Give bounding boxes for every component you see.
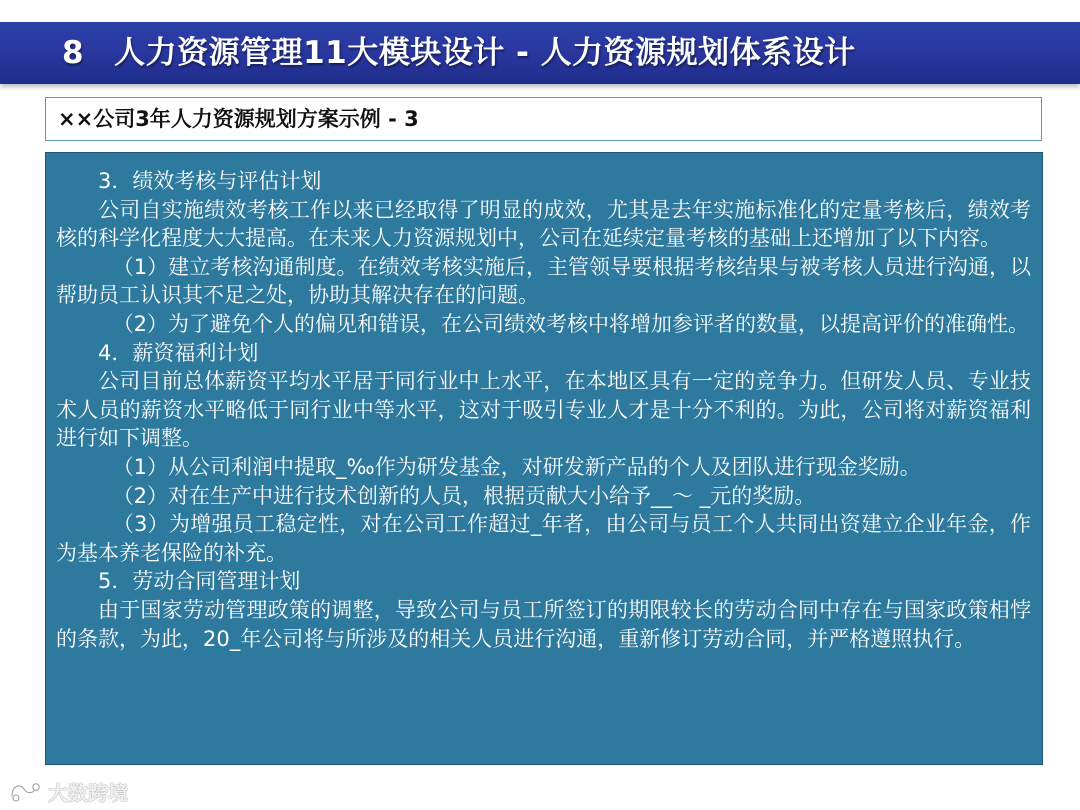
section-title: 人力资源管理11大模块设计 - 人力资源规划体系设计 [114,35,856,71]
watermark-text: 大数跨境 [48,780,128,805]
list-item-salary-3: （3）为增强员工稳定性，对在公司工作超过_年者，由公司与员工个人共同出资建立企业年金，作为基本养老保险的补充。 [56,512,1031,565]
subtitle-box [45,97,1042,141]
list-item-salary-1: （1）从公司利润中提取_‰作为研发基金，对研发新产品的个人及团队进行现金奖励。 [112,454,921,479]
list-item-performance-2: （2）为了避免个人的偏见和错误，在公司绩效考核中将增加参评者的数量，以提高评价的准确性。 [112,311,1030,336]
subtitle: ××公司3年人力资源规划方案示例 - 3 [58,107,419,131]
section-number: 8 [62,35,85,71]
watermark [8,776,128,806]
heading-performance-plan: 3．绩效考核与评估计划 [98,169,322,193]
heading-salary-plan: 4．薪资福利计划 [98,340,259,365]
heading-contract-plan: 5．劳动合同管理计划 [98,569,301,594]
list-item-salary-2: （2）对在生产中进行技术创新的人员，根据贡献大小给予__～ _元的奖励。 [112,483,816,508]
paragraph-salary-intro: 公司目前总体薪资平均水平居于同行业中上水平，在本地区具有一定的竞争力。但研发人员、专业技术人员的薪资水平略低于同行业中等水平，这对于吸引专业人才是十分不利的。为此，公司将对薪资福利进行如下调整。 [56,369,1031,451]
brand-logo-icon [8,778,44,804]
list-item-performance-1: （1）建立考核沟通制度。在绩效考核实施后，主管领导要根据考核结果与被考核人员进行沟通，以帮助员工认识其不足之处，协助其解决存在的问题。 [56,254,1031,308]
paragraph-contract-intro: 由于国家劳动管理政策的调整，导致公司与员工所签订的期限较长的劳动合同中存在与国家政策相悖的条款，为此，20_年公司将与所涉及的相关人员进行沟通，重新修订劳动合同，并严格遵照执行。 [56,597,1031,651]
content-body [56,167,1031,653]
title-bar [0,22,1080,84]
page-title [62,22,856,84]
content-box [45,152,1043,765]
paragraph-performance-intro: 公司自实施绩效考核工作以来已经取得了明显的成效，尤其是去年实施标准化的定量考核后，绩效考核的科学化程度大大提高。在未来人力资源规划中，公司在延续定量考核的基础上还增加了以下内容。 [56,197,1031,251]
